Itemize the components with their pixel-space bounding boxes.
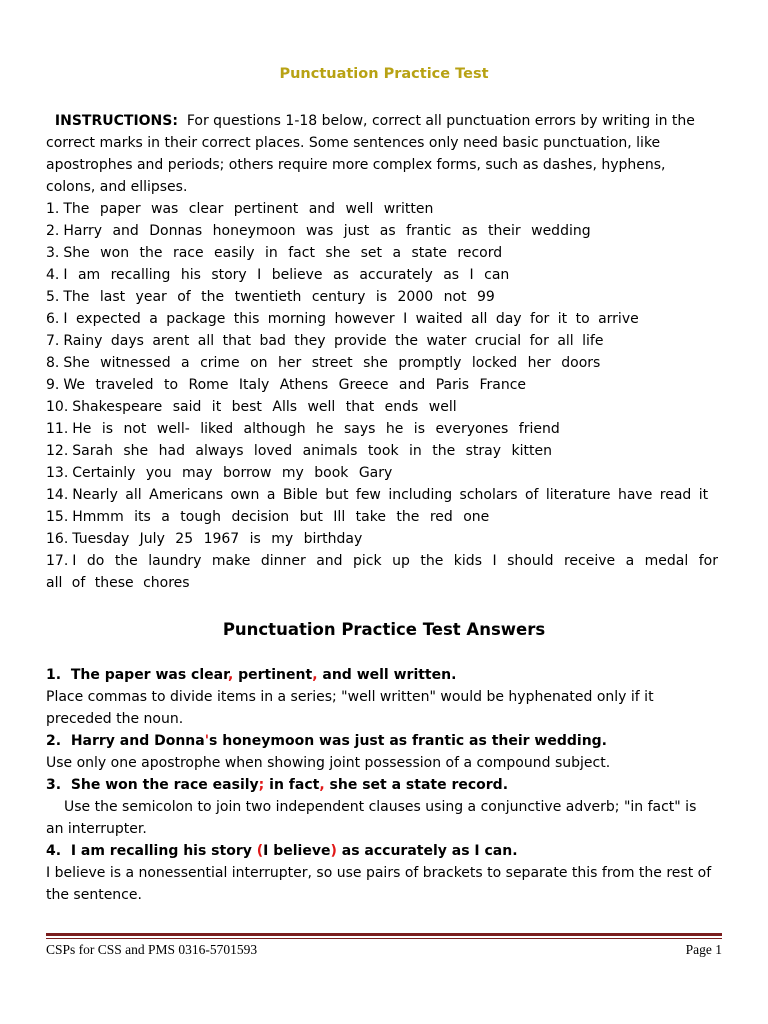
question-item bbox=[46, 308, 718, 330]
instructions-label: INSTRUCTIONS: bbox=[54, 113, 178, 129]
question-number: 9. bbox=[46, 377, 60, 393]
instructions-text: For questions 1-18 below, correct all punctuation errors by writing in the correct marks in their correct places. Some sentences only need basic punctuation, like apostrophes and periods; others require more complex forms, such as dashes, hyphens, colons, and ellipses. bbox=[46, 113, 695, 195]
correction-mark: , bbox=[319, 777, 325, 793]
question-list bbox=[46, 198, 718, 594]
answer-note: Use the semicolon to join two independent clauses using a conjunctive adverb; "in fact" is an interrupter. bbox=[46, 799, 697, 837]
footer-rule-thin bbox=[46, 938, 722, 939]
question-item bbox=[46, 242, 718, 264]
correction-mark: ) bbox=[330, 843, 337, 859]
question-number: 1. bbox=[46, 201, 60, 217]
question-text: I am recalling his story I believe as accurately as I can bbox=[63, 267, 510, 283]
correction-mark: ' bbox=[204, 733, 210, 749]
answer-list bbox=[46, 664, 718, 906]
question-item bbox=[46, 286, 718, 308]
question-text: I expected a package this morning however I waited all day for it to arrive bbox=[63, 311, 639, 327]
question-item bbox=[46, 220, 718, 242]
question-number: 14. bbox=[46, 487, 69, 503]
question-item bbox=[46, 264, 718, 286]
question-number: 2. bbox=[46, 223, 60, 239]
question-item bbox=[46, 330, 718, 352]
question-item bbox=[46, 418, 718, 440]
question-text: Harry and Donnas honeymoon was just as frantic as their wedding bbox=[63, 223, 591, 239]
answer-note: I believe is a nonessential interrupter, so use pairs of brackets to separate this from the rest of the sentence. bbox=[46, 865, 712, 903]
question-number: 12. bbox=[46, 443, 69, 459]
page-title: Punctuation Practice Test bbox=[279, 66, 489, 82]
question-text: Shakespeare said it best Alls well that ends well bbox=[72, 399, 457, 415]
answer-note: Place commas to divide items in a series; "well written" would be hyphenated only if it preceded the noun. bbox=[46, 689, 654, 727]
question-text: She won the race easily in fact she set a state record bbox=[63, 245, 503, 261]
question-text: Rainy days arent all that bad they provide the water crucial for all life bbox=[63, 333, 604, 349]
question-item bbox=[46, 462, 718, 484]
question-number: 7. bbox=[46, 333, 60, 349]
correction-mark: ( bbox=[256, 843, 264, 859]
footer-contact: CSPs for CSS and PMS 0316-5701593 bbox=[46, 942, 258, 957]
question-item bbox=[46, 396, 718, 418]
question-item bbox=[46, 506, 718, 528]
question-number: 3. bbox=[46, 245, 60, 261]
question-item bbox=[46, 440, 718, 462]
answer-heading: 3. She won the race easily; in fact, she set a state record. bbox=[46, 777, 509, 793]
question-item bbox=[46, 374, 718, 396]
question-text: Sarah she had always loved animals took in the stray kitten bbox=[72, 443, 552, 459]
question-number: 15. bbox=[46, 509, 69, 525]
question-number: 10. bbox=[46, 399, 69, 415]
question-number: 11. bbox=[46, 421, 69, 437]
question-text: We traveled to Rome Italy Athens Greece and Paris France bbox=[63, 377, 527, 393]
answer-note: Use only one apostrophe when showing joint possession of a compound subject. bbox=[46, 755, 611, 771]
question-number: 17. bbox=[46, 553, 69, 569]
answer-heading: 2. Harry and Donna's honeymoon was just as frantic as their wedding. bbox=[46, 733, 608, 749]
question-text: The last year of the twentieth century is 2000 not 99 bbox=[63, 289, 495, 305]
question-text: Certainly you may borrow my book Gary bbox=[72, 465, 393, 481]
question-number: 16. bbox=[46, 531, 69, 547]
question-text: She witnessed a crime on her street she promptly locked her doors bbox=[63, 355, 601, 371]
correction-mark: , bbox=[227, 667, 234, 683]
instructions bbox=[46, 110, 718, 198]
question-number: 13. bbox=[46, 465, 69, 481]
footer-rule bbox=[46, 933, 722, 936]
answers-title: Punctuation Practice Test Answers bbox=[222, 620, 546, 639]
question-number: 6. bbox=[46, 311, 60, 327]
question-text: He is not well- liked although he says he is everyones friend bbox=[72, 421, 560, 437]
question-text: The paper was clear pertinent and well written bbox=[63, 201, 434, 217]
question-text: Nearly all Americans own a Bible but few including scholars of literature have read it bbox=[72, 487, 709, 503]
question-item bbox=[46, 484, 718, 506]
question-number: 5. bbox=[46, 289, 60, 305]
question-text: I do the laundry make dinner and pick up the kids I should receive a medal for all of these chores bbox=[46, 553, 718, 591]
correction-mark: ; bbox=[258, 777, 265, 793]
answer-heading: 1. The paper was clear, pertinent, and well written. bbox=[46, 667, 457, 683]
question-text: Tuesday July 25 1967 is my birthday bbox=[72, 531, 363, 547]
page-number: Page 1 bbox=[685, 942, 722, 957]
question-number: 8. bbox=[46, 355, 60, 371]
answer-heading: 4. I am recalling his story (I believe) as accurately as I can. bbox=[46, 843, 518, 859]
question-item bbox=[46, 352, 718, 374]
question-item bbox=[46, 528, 718, 550]
question-item bbox=[46, 198, 718, 220]
question-number: 4. bbox=[46, 267, 60, 283]
correction-mark: , bbox=[312, 667, 318, 683]
question-text: Hmmm its a tough decision but Ill take the red one bbox=[72, 509, 490, 525]
question-item bbox=[46, 550, 718, 594]
